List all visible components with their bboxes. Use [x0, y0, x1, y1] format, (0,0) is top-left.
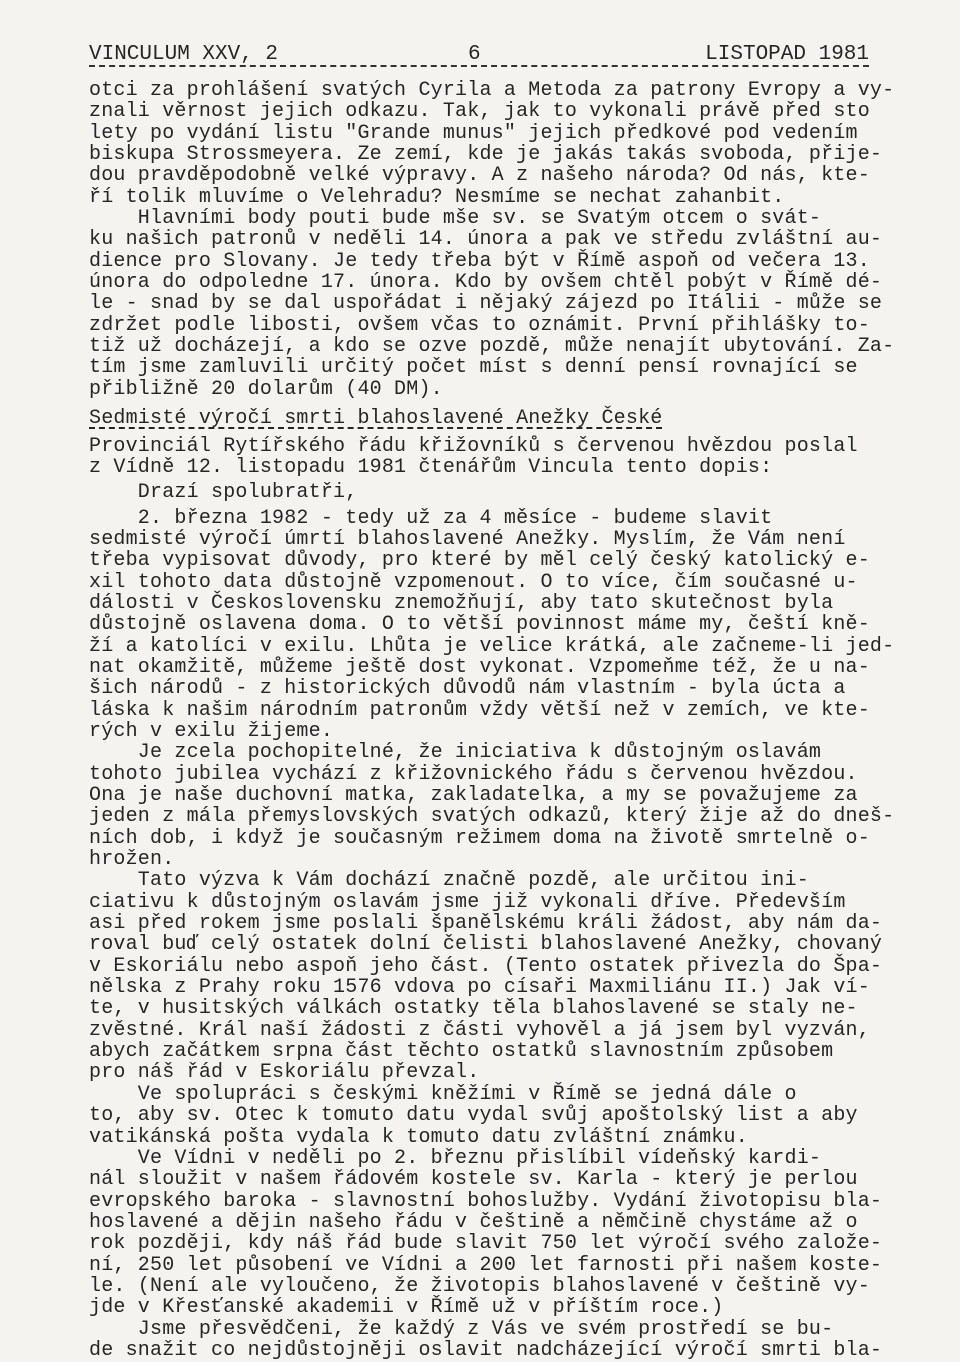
- text-line: zdržet podle libosti, ovšem včas to oznámit. První přihlášky to-: [89, 313, 870, 337]
- text-line: šich národů - z historických důvodů nám vlastním - byla úcta a: [89, 677, 846, 701]
- text-line: pro náš řád v Eskoriálu převzal.: [89, 1061, 480, 1085]
- header-page-number: 6: [468, 43, 481, 66]
- text-line: nat okamžitě, můžeme ještě dost vykonat. Vzpomeňme též, že u na-: [89, 655, 870, 679]
- text-line: dou pravděpodobně velké výpravy. A z našeho národa? Od nás, kte-: [89, 164, 870, 188]
- text-line: Provinciál Rytířského řádu křižovníků s červenou hvězdou poslal: [89, 434, 858, 458]
- header-date: LISTOPAD 1981: [705, 43, 869, 66]
- text-line: sedmisté výročí úmrtí blahoslavené Anežky. Myslím, že Vám není: [89, 527, 846, 551]
- text-line: Hlavními body pouti bude mše sv. se Svatým otcem o svát-: [89, 207, 822, 231]
- text-line: znali věrnost jejich odkazu. Tak, jak to vykonali právě před sto: [89, 100, 870, 124]
- text-line: ží a katolíci v exilu. Lhůta je velice krátká, ale začneme-li jed-: [89, 634, 895, 658]
- text-line: asi před rokem jsme poslali španělskému králi žádost, aby nám da-: [89, 912, 883, 936]
- text-line: vatikánská pošta vydala k tomuto datu zvláštní známku.: [89, 1125, 748, 1149]
- text-line: tím jsme zamluvili určitý počet míst s denní pensí rovnající se: [89, 356, 858, 380]
- text-line: lety po vydání listu "Grande munus" jejich předkové pod vedením: [89, 121, 858, 145]
- text-line: ciativu k důstojným oslavám jsme již vykonali dříve. Především: [89, 890, 846, 914]
- text-line: ku našich patronů v neděli 14. února a pak ve středu zvláštní au-: [89, 228, 883, 252]
- text-line: v Eskoriálu nebo aspoň jeho část. (Tento ostatek přivezla do Špa-: [89, 954, 883, 978]
- text-line: ních dob, i když je současným režimem doma na životě smrtelně o-: [89, 826, 870, 850]
- header-rule: [89, 65, 869, 67]
- text-line: Ve Vídni v neděli po 2. březnu přislíbil vídeňský kardi-: [89, 1146, 822, 1170]
- text-line: le. (Není ale vyloučeno, že životopis blahoslavené v češtině vy-: [89, 1274, 870, 1298]
- text-line: tohoto jubilea vychází z křižovnického řádu s červenou hvězdou.: [89, 762, 858, 786]
- body-text: [89, 79, 895, 1362]
- text-line: xil tohoto data důstojně vzpomenout. O to více, čím současné u-: [89, 570, 858, 594]
- text-line: rok později, kdy náš řád bude slavit 750 let výročí svého založe-: [89, 1232, 883, 1256]
- text-line: le - snad by se dal uspořádat i nějaký zájezd po Itálii - může se: [89, 292, 883, 316]
- text-line: evropského baroka - slavnostní bohoslužby. Vydání životopisu bla-: [89, 1189, 883, 1213]
- text-line: to, aby sv. Otec k tomuto datu vydal svůj apoštolský list a aby: [89, 1104, 858, 1128]
- text-line: roval buď celý ostatek dolní čelisti blahoslavené Anežky, chovaný: [89, 933, 883, 957]
- text-line: dálosti v Československu znemožňují, aby tato skutečnost byla: [89, 591, 834, 615]
- text-line: abych začátkem srpna část těchto ostatků slavnostním způsobem: [89, 1040, 834, 1064]
- text-line: Ve spolupráci s českými kněžími v Římě se jedná dále o: [89, 1082, 797, 1106]
- text-line: ní, 250 let působení ve Vídni a 200 let farnosti při našem koste-: [89, 1253, 883, 1277]
- header-publication: VINCULUM XXV, 2: [89, 43, 279, 66]
- text-line: rých v exilu žijeme.: [89, 719, 334, 743]
- text-line: 2. března 1982 - tedy už za 4 měsíce - budeme slavit: [89, 506, 773, 530]
- text-line: Tato výzva k Vám dochází značně pozdě, ale určitou ini-: [89, 869, 809, 893]
- text-line: přibližně 20 dolarům (40 DM).: [89, 377, 443, 401]
- text-line: te, v husitských válkách ostatky těla blahoslavené se staly ne-: [89, 997, 858, 1021]
- text-line: Jsme přesvědčeni, že každý z Vás ve svém prostředí se bu-: [89, 1317, 834, 1341]
- text-line: nál sloužit v našem řádovém kostele sv. Karla - který je perlou: [89, 1168, 858, 1192]
- section-heading: Sedmisté výročí smrti blahoslavené Anežky České: [89, 407, 663, 431]
- text-line: Ona je naše duchovní matka, zakladatelka, a my se považujeme za: [89, 784, 858, 807]
- text-line: otci za prohlášení svatých Cyrila a Metoda za patrony Evropy a vy-: [89, 79, 895, 102]
- page-header: [89, 40, 869, 70]
- text-line: z Vídně 12. listopadu 1981 čtenářům Vincula tento dopis:: [89, 455, 773, 479]
- text-line: jeden z mála přemyslovských svatých odkazů, který žije až do dneš-: [89, 805, 895, 829]
- text-line: Drazí spolubratři,: [89, 481, 358, 505]
- text-line: Je zcela pochopitelné, že iniciativa k důstojným oslavám: [89, 741, 822, 765]
- text-line: jde v Křesťanské akademii v Římě už v příštím roce.): [89, 1296, 724, 1320]
- text-line: hrožen.: [89, 848, 175, 872]
- text-line: láska k našim národním patronům vždy větší než v zemích, ve kte-: [89, 698, 870, 722]
- text-line: hoslavené a dějin našeho řádu v češtině a němčině chystáme až o: [89, 1210, 858, 1234]
- text-line: ří tolik mluvíme o Velehradu? Nesmíme se nechat zahanbit.: [89, 185, 785, 209]
- text-line: nělska z Prahy roku 1576 vdova po císaři Maxmiliánu II.) Jak ví-: [89, 976, 870, 1000]
- text-line: de snažit co nejdůstojněji oslavit nadcházející výročí smrti bla-: [89, 1338, 883, 1362]
- text-line: třeba vypisovat důvody, pro které by měl celý český katolický e-: [89, 549, 870, 573]
- text-line: února do odpoledne 17. února. Kdo by ovšem chtěl pobýt v Římě dé-: [89, 271, 883, 295]
- text-line: důstojně oslavena doma. O to větší povinnost máme my, čeští kně-: [89, 613, 870, 637]
- text-line: zvěstné. Král naší žádosti z části vyhověl a já jsem byl vyzván,: [89, 1018, 870, 1042]
- text-line: dience pro Slovany. Je tedy třeba být v Římě aspoň od večera 13.: [89, 249, 870, 273]
- text-line: biskupa Strossmeyera. Ze zemí, kde je jakás takás svoboda, přije-: [89, 143, 883, 167]
- text-line: tiž už docházejí, a kdo se ozve pozdě, může nenajít ubytování. Za-: [89, 335, 895, 359]
